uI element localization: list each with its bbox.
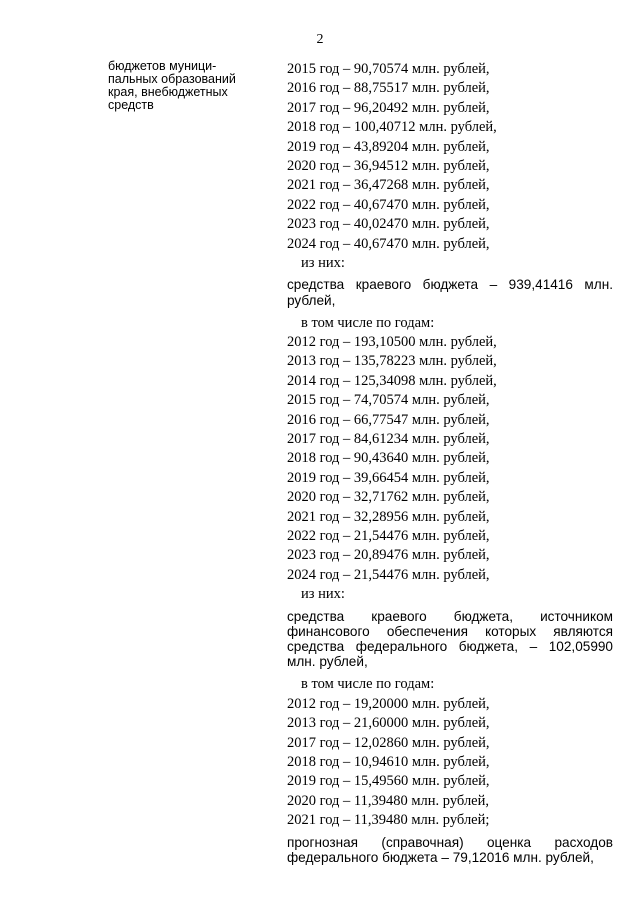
- year-amount-line: 2015 год – 74,70574 млн. рублей,: [287, 392, 490, 409]
- year-amount-line: 2013 год – 21,60000 млн. рублей,: [287, 715, 490, 732]
- year-amount-line: 2021 год – 11,39480 млн. рублей;: [287, 812, 490, 829]
- year-amount-line: 2017 год – 96,20492 млн. рублей,: [287, 99, 490, 116]
- year-amount-line: 2022 год – 21,54476 млн. рублей,: [287, 528, 490, 544]
- year-amount-line: 2016 год – 88,75517 млн. рублей,: [287, 80, 490, 97]
- year-amount-line: 2019 год – 15,49560 млн. рублей,: [287, 773, 490, 790]
- row-label-line: средств: [108, 98, 154, 112]
- row-label-line: края, внебюджетных: [108, 85, 228, 99]
- year-amount-line: 2012 год – 19,20000 млн. рублей,: [287, 695, 490, 712]
- year-amount-line: 2020 год – 36,94512 млн. рублей,: [287, 157, 490, 174]
- subheading-of-which: из них:: [301, 254, 345, 271]
- year-amount-line: 2022 год – 40,67470 млн. рублей,: [287, 196, 490, 213]
- year-amount-line: 2020 год – 11,39480 млн. рублей,: [287, 792, 489, 809]
- row-label-line: пальных образований: [108, 72, 236, 86]
- row-label: [108, 60, 258, 112]
- year-amount-line: 2024 год – 21,54476 млн. рублей,: [287, 566, 490, 583]
- year-amount-line: 2017 год – 12,02860 млн. рублей,: [287, 734, 490, 751]
- year-amount-line: 2018 год – 100,40712 млн. рублей,: [287, 119, 497, 136]
- federal-forecast-paragraph: прогнозная (справочная) оценка расходов федерального бюджета – 79,12016 млн. рублей,: [287, 834, 613, 865]
- year-amount-line: 2014 год – 125,34098 млн. рублей,: [287, 372, 497, 389]
- year-amount-line: 2015 год – 90,70574 млн. рублей,: [287, 61, 490, 77]
- year-amount-line: 2021 год – 32,28956 млн. рублей,: [287, 508, 490, 525]
- year-amount-line: 2020 год – 32,71762 млн. рублей,: [287, 489, 490, 506]
- subheading-by-years: в том числе по годам:: [301, 314, 435, 331]
- funding-details: [287, 60, 613, 871]
- federal-source-paragraph: средства краевого бюджета, источником финансового обеспечения которых являются средства федерального бюджета, – 102,05990 млн. рублей,: [287, 608, 613, 670]
- year-amount-line: 2017 год – 84,61234 млн. рублей,: [287, 431, 490, 448]
- year-amount-line: 2023 год – 20,89476 млн. рублей,: [287, 547, 490, 564]
- page-number: 2: [316, 32, 324, 47]
- year-amount-line: 2018 год – 90,43640 млн. рублей,: [287, 450, 490, 467]
- year-amount-line: 2023 год – 40,02470 млн. рублей,: [287, 216, 490, 233]
- year-amount-line: 2019 год – 43,89204 млн. рублей,: [287, 138, 490, 155]
- regional-budget-paragraph: средства краевого бюджета – 939,41416 млн. рублей,: [287, 277, 613, 308]
- subheading-by-years: в том числе по годам:: [301, 676, 435, 693]
- year-amount-line: 2016 год – 66,77547 млн. рублей,: [287, 411, 490, 428]
- row-label-line: бюджетов муници-: [108, 59, 217, 73]
- year-amount-line: 2024 год – 40,67470 млн. рублей,: [287, 235, 490, 252]
- year-amount-line: 2013 год – 135,78223 млн. рублей,: [287, 353, 497, 370]
- subheading-of-which: из них:: [301, 586, 345, 603]
- year-amount-line: 2012 год – 193,10500 млн. рублей,: [287, 334, 497, 351]
- year-amount-line: 2018 год – 10,94610 млн. рублей,: [287, 753, 490, 770]
- year-amount-line: 2021 год – 36,47268 млн. рублей,: [287, 177, 490, 194]
- year-amount-line: 2019 год – 39,66454 млн. рублей,: [287, 469, 490, 486]
